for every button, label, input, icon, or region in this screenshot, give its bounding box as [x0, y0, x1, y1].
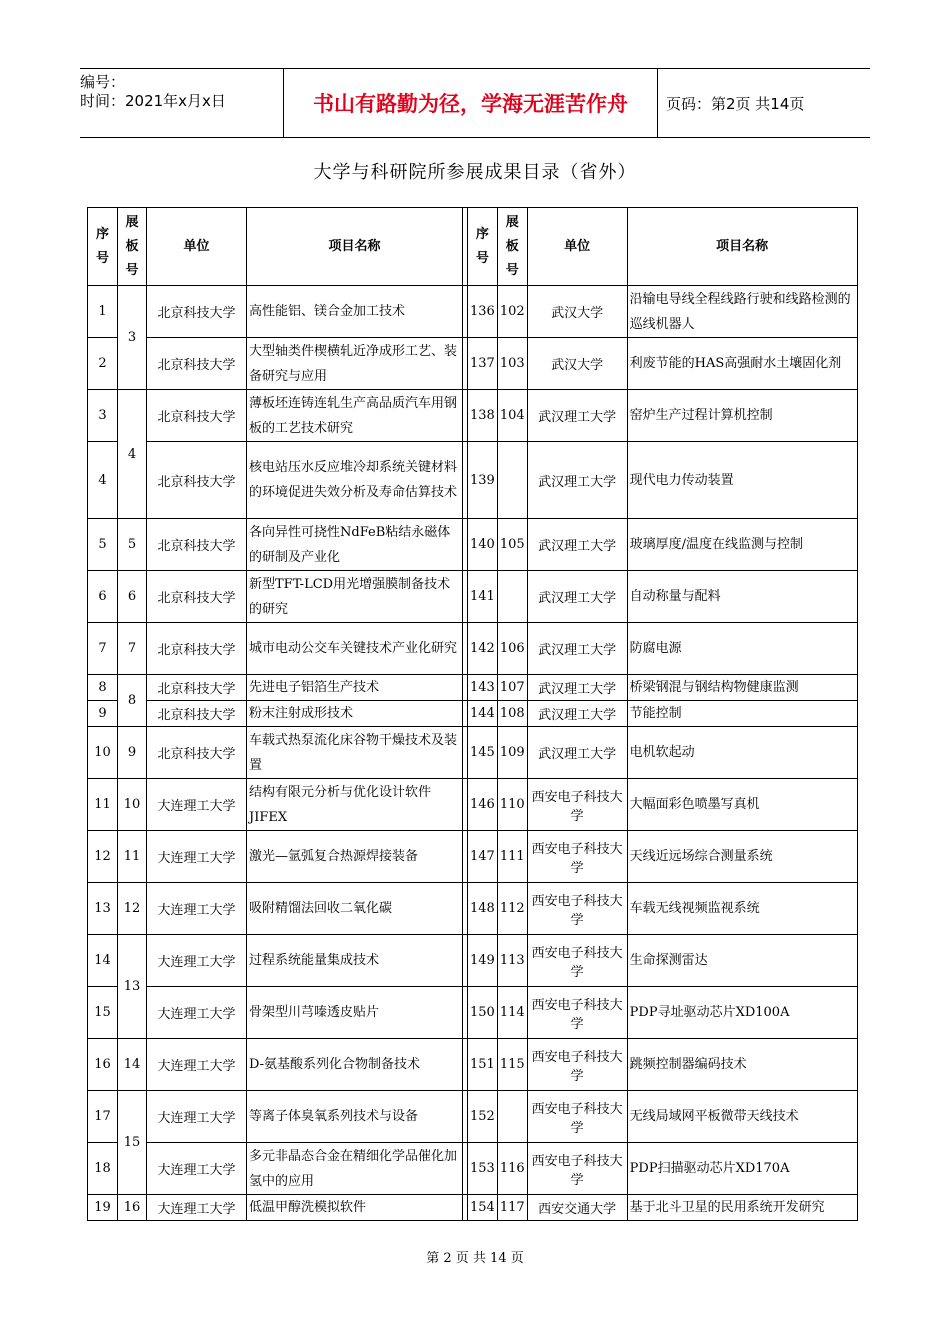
row-unit-right: 武汉理工大学 — [527, 675, 627, 701]
row-project: 高性能铝、镁合金加工技术 — [247, 286, 463, 338]
row-project: 多元非晶态合金在精细化学品催化加氢中的应用 — [247, 1143, 463, 1195]
row-board: 13 — [118, 935, 147, 1039]
row-unit: 大连理工大学 — [147, 1143, 247, 1195]
row-project-right: PDP寻址驱动芯片XD100A — [627, 987, 857, 1039]
table-row — [88, 935, 858, 987]
row-unit-right: 西安电子科技大学 — [527, 831, 627, 883]
row-unit: 北京科技大学 — [147, 390, 247, 442]
row-project-right: 电机软起动 — [627, 727, 857, 779]
row-board: 6 — [118, 571, 147, 623]
col-project-header-right: 项目名称 — [627, 208, 857, 286]
header-meta — [80, 69, 280, 137]
table-row — [88, 571, 858, 623]
col-seq-header: 序号 — [88, 208, 118, 286]
table-row — [88, 779, 858, 831]
row-unit-right: 西安电子科技大学 — [527, 1091, 627, 1143]
row-board-right — [497, 442, 527, 519]
row-unit: 大连理工大学 — [147, 779, 247, 831]
catalog-table — [87, 207, 858, 1221]
row-unit: 北京科技大学 — [147, 338, 247, 390]
row-unit-right: 西安电子科技大学 — [527, 935, 627, 987]
row-board-right — [497, 1091, 527, 1143]
row-project-right: 沿输电导线全程线路行驶和线路检测的巡线机器人 — [627, 286, 857, 338]
row-seq-right: 139 — [468, 442, 498, 519]
row-seq: 14 — [88, 935, 118, 987]
table-header-row — [88, 208, 858, 286]
row-project: 激光—氩弧复合热源焊接装备 — [247, 831, 463, 883]
row-board: 15 — [118, 1091, 147, 1195]
table-row — [88, 442, 858, 519]
row-unit: 北京科技大学 — [147, 442, 247, 519]
table-row — [88, 1143, 858, 1195]
col-project-header: 项目名称 — [247, 208, 463, 286]
row-board: 7 — [118, 623, 147, 675]
table-row — [88, 519, 858, 571]
row-board-right: 111 — [497, 831, 527, 883]
row-seq-right: 150 — [468, 987, 498, 1039]
row-board-right: 104 — [497, 390, 527, 442]
row-board: 12 — [118, 883, 147, 935]
row-project-right: 节能控制 — [627, 701, 857, 727]
row-seq: 10 — [88, 727, 118, 779]
row-seq-right: 137 — [468, 338, 498, 390]
row-board-right: 113 — [497, 935, 527, 987]
row-unit: 北京科技大学 — [147, 623, 247, 675]
row-unit: 大连理工大学 — [147, 831, 247, 883]
row-unit: 北京科技大学 — [147, 727, 247, 779]
row-unit-right: 武汉理工大学 — [527, 623, 627, 675]
row-board-right: 117 — [497, 1195, 527, 1221]
row-board: 10 — [118, 779, 147, 831]
row-seq: 9 — [88, 701, 118, 727]
table-row — [88, 623, 858, 675]
row-project-right: 自动称量与配料 — [627, 571, 857, 623]
row-board: 8 — [118, 675, 147, 727]
row-project-right: 跳频控制器编码技术 — [627, 1039, 857, 1091]
row-seq-right: 147 — [468, 831, 498, 883]
row-seq: 16 — [88, 1039, 118, 1091]
row-seq-right: 138 — [468, 390, 498, 442]
row-seq-right: 148 — [468, 883, 498, 935]
row-seq: 7 — [88, 623, 118, 675]
row-unit-right: 西安电子科技大学 — [527, 987, 627, 1039]
row-seq: 12 — [88, 831, 118, 883]
row-board-right: 106 — [497, 623, 527, 675]
row-project-right: 桥梁钢混与钢结构物健康监测 — [627, 675, 857, 701]
col-board-header-right: 展板号 — [497, 208, 527, 286]
row-project-right: 窑炉生产过程计算机控制 — [627, 390, 857, 442]
row-seq: 11 — [88, 779, 118, 831]
row-unit: 北京科技大学 — [147, 701, 247, 727]
row-seq-right: 146 — [468, 779, 498, 831]
row-project-right: 天线近远场综合测量系统 — [627, 831, 857, 883]
table-row — [88, 701, 858, 727]
row-seq-right: 151 — [468, 1039, 498, 1091]
page-footer: 第 2 页 共 14 页 — [426, 1251, 524, 1266]
row-board: 4 — [118, 390, 147, 519]
row-board: 3 — [118, 286, 147, 390]
page-header — [80, 68, 870, 138]
col-unit-header: 单位 — [147, 208, 247, 286]
table-row — [88, 1091, 858, 1143]
col-board-header: 展板号 — [118, 208, 147, 286]
row-unit: 大连理工大学 — [147, 1039, 247, 1091]
row-project: 大型轴类件楔横轧近净成形工艺、装备研究与应用 — [247, 338, 463, 390]
row-seq-right: 149 — [468, 935, 498, 987]
table-row — [88, 675, 858, 701]
table-row — [88, 338, 858, 390]
row-unit-right: 武汉理工大学 — [527, 519, 627, 571]
row-project-right: 利废节能的HAS高强耐水土壤固化剂 — [627, 338, 857, 390]
table-row — [88, 987, 858, 1039]
row-project-right: PDP扫描驱动芯片XD170A — [627, 1143, 857, 1195]
table-row — [88, 831, 858, 883]
row-seq-right: 145 — [468, 727, 498, 779]
row-unit-right: 武汉理工大学 — [527, 390, 627, 442]
row-project: 新型TFT-LCD用光增强膜制备技术的研究 — [247, 571, 463, 623]
row-board-right: 110 — [497, 779, 527, 831]
row-unit: 北京科技大学 — [147, 571, 247, 623]
table-row — [88, 286, 858, 338]
row-board: 16 — [118, 1195, 147, 1221]
row-seq: 6 — [88, 571, 118, 623]
row-board: 11 — [118, 831, 147, 883]
row-seq: 5 — [88, 519, 118, 571]
document-title: 大学与科研院所参展成果目录（省外） — [313, 162, 637, 183]
row-project-right: 生命探测雷达 — [627, 935, 857, 987]
row-unit: 大连理工大学 — [147, 1091, 247, 1143]
row-project: 薄板坯连铸连轧生产高品质汽车用钢板的工艺技术研究 — [247, 390, 463, 442]
row-board-right — [497, 571, 527, 623]
row-project: 结构有限元分析与优化设计软件JIFEX — [247, 779, 463, 831]
table-row — [88, 1039, 858, 1091]
row-seq: 13 — [88, 883, 118, 935]
row-unit-right: 武汉理工大学 — [527, 727, 627, 779]
row-seq-right: 136 — [468, 286, 498, 338]
row-project-right: 基于北斗卫星的民用系统开发研究 — [627, 1195, 857, 1221]
row-seq: 19 — [88, 1195, 118, 1221]
row-board: 14 — [118, 1039, 147, 1091]
row-project-right: 无线局域网平板微带天线技术 — [627, 1091, 857, 1143]
row-project: 核电站压水反应堆冷却系统关键材料的环境促进失效分析及寿命估算技术 — [247, 442, 463, 519]
table-row — [88, 1195, 858, 1221]
row-unit: 大连理工大学 — [147, 987, 247, 1039]
row-unit: 北京科技大学 — [147, 286, 247, 338]
row-seq-right: 152 — [468, 1091, 498, 1143]
row-seq-right: 154 — [468, 1195, 498, 1221]
table-row — [88, 390, 858, 442]
row-unit-right: 武汉理工大学 — [527, 571, 627, 623]
row-board-right: 109 — [497, 727, 527, 779]
row-project: 过程系统能量集成技术 — [247, 935, 463, 987]
time-label: 时间：2021年x月x日 — [80, 92, 226, 110]
row-project: 骨架型川芎嗪透皮贴片 — [247, 987, 463, 1039]
row-board: 5 — [118, 519, 147, 571]
row-unit: 大连理工大学 — [147, 1195, 247, 1221]
row-seq-right: 141 — [468, 571, 498, 623]
row-project: 等离子体臭氧系列技术与设备 — [247, 1091, 463, 1143]
row-unit-right: 武汉大学 — [527, 286, 627, 338]
row-board-right: 102 — [497, 286, 527, 338]
row-seq-right: 144 — [468, 701, 498, 727]
row-unit-right: 武汉理工大学 — [527, 701, 627, 727]
row-project: 吸附精馏法回收二氧化碳 — [247, 883, 463, 935]
row-project: 低温甲醇洗模拟软件 — [247, 1195, 463, 1221]
row-project: 城市电动公交车关键技术产业化研究 — [247, 623, 463, 675]
row-unit: 大连理工大学 — [147, 883, 247, 935]
row-seq: 3 — [88, 390, 118, 442]
page-info: 页码：第2页 共14页 — [666, 94, 805, 113]
row-project: 粉末注射成形技术 — [247, 701, 463, 727]
row-board: 9 — [118, 727, 147, 779]
row-seq: 2 — [88, 338, 118, 390]
row-board-right: 112 — [497, 883, 527, 935]
motto: 书山有路勤为径，学海无涯苦作舟 — [283, 69, 658, 137]
row-seq: 1 — [88, 286, 118, 338]
code-label: 编号： — [80, 73, 126, 91]
row-unit-right: 西安电子科技大学 — [527, 883, 627, 935]
row-project: 先进电子铝箔生产技术 — [247, 675, 463, 701]
row-project-right: 玻璃厚度/温度在线监测与控制 — [627, 519, 857, 571]
row-unit-right: 西安电子科技大学 — [527, 1143, 627, 1195]
col-seq-header-right: 序号 — [468, 208, 498, 286]
row-seq-right: 153 — [468, 1143, 498, 1195]
row-unit-right: 武汉大学 — [527, 338, 627, 390]
row-project: D-氨基酸系列化合物制备技术 — [247, 1039, 463, 1091]
row-board-right: 116 — [497, 1143, 527, 1195]
row-unit-right: 西安交通大学 — [527, 1195, 627, 1221]
row-unit-right: 武汉理工大学 — [527, 442, 627, 519]
row-board-right: 108 — [497, 701, 527, 727]
row-unit-right: 西安电子科技大学 — [527, 779, 627, 831]
row-seq-right: 140 — [468, 519, 498, 571]
row-board-right: 107 — [497, 675, 527, 701]
row-project-right: 车载无线视频监视系统 — [627, 883, 857, 935]
table-row — [88, 883, 858, 935]
row-project: 各向异性可挠性NdFeB粘结永磁体的研制及产业化 — [247, 519, 463, 571]
row-seq: 15 — [88, 987, 118, 1039]
row-seq: 8 — [88, 675, 118, 701]
row-project-right: 大幅面彩色喷墨写真机 — [627, 779, 857, 831]
row-board-right: 103 — [497, 338, 527, 390]
row-seq: 17 — [88, 1091, 118, 1143]
row-unit: 大连理工大学 — [147, 935, 247, 987]
row-project-right: 防腐电源 — [627, 623, 857, 675]
table-row — [88, 727, 858, 779]
row-board-right: 115 — [497, 1039, 527, 1091]
col-unit-header-right: 单位 — [527, 208, 627, 286]
row-board-right: 105 — [497, 519, 527, 571]
row-board-right: 114 — [497, 987, 527, 1039]
row-seq: 18 — [88, 1143, 118, 1195]
row-unit: 北京科技大学 — [147, 675, 247, 701]
row-seq: 4 — [88, 442, 118, 519]
row-unit: 北京科技大学 — [147, 519, 247, 571]
row-project: 车载式热泵流化床谷物干燥技术及装置 — [247, 727, 463, 779]
row-seq-right: 143 — [468, 675, 498, 701]
row-seq-right: 142 — [468, 623, 498, 675]
row-project-right: 现代电力传动装置 — [627, 442, 857, 519]
row-unit-right: 西安电子科技大学 — [527, 1039, 627, 1091]
